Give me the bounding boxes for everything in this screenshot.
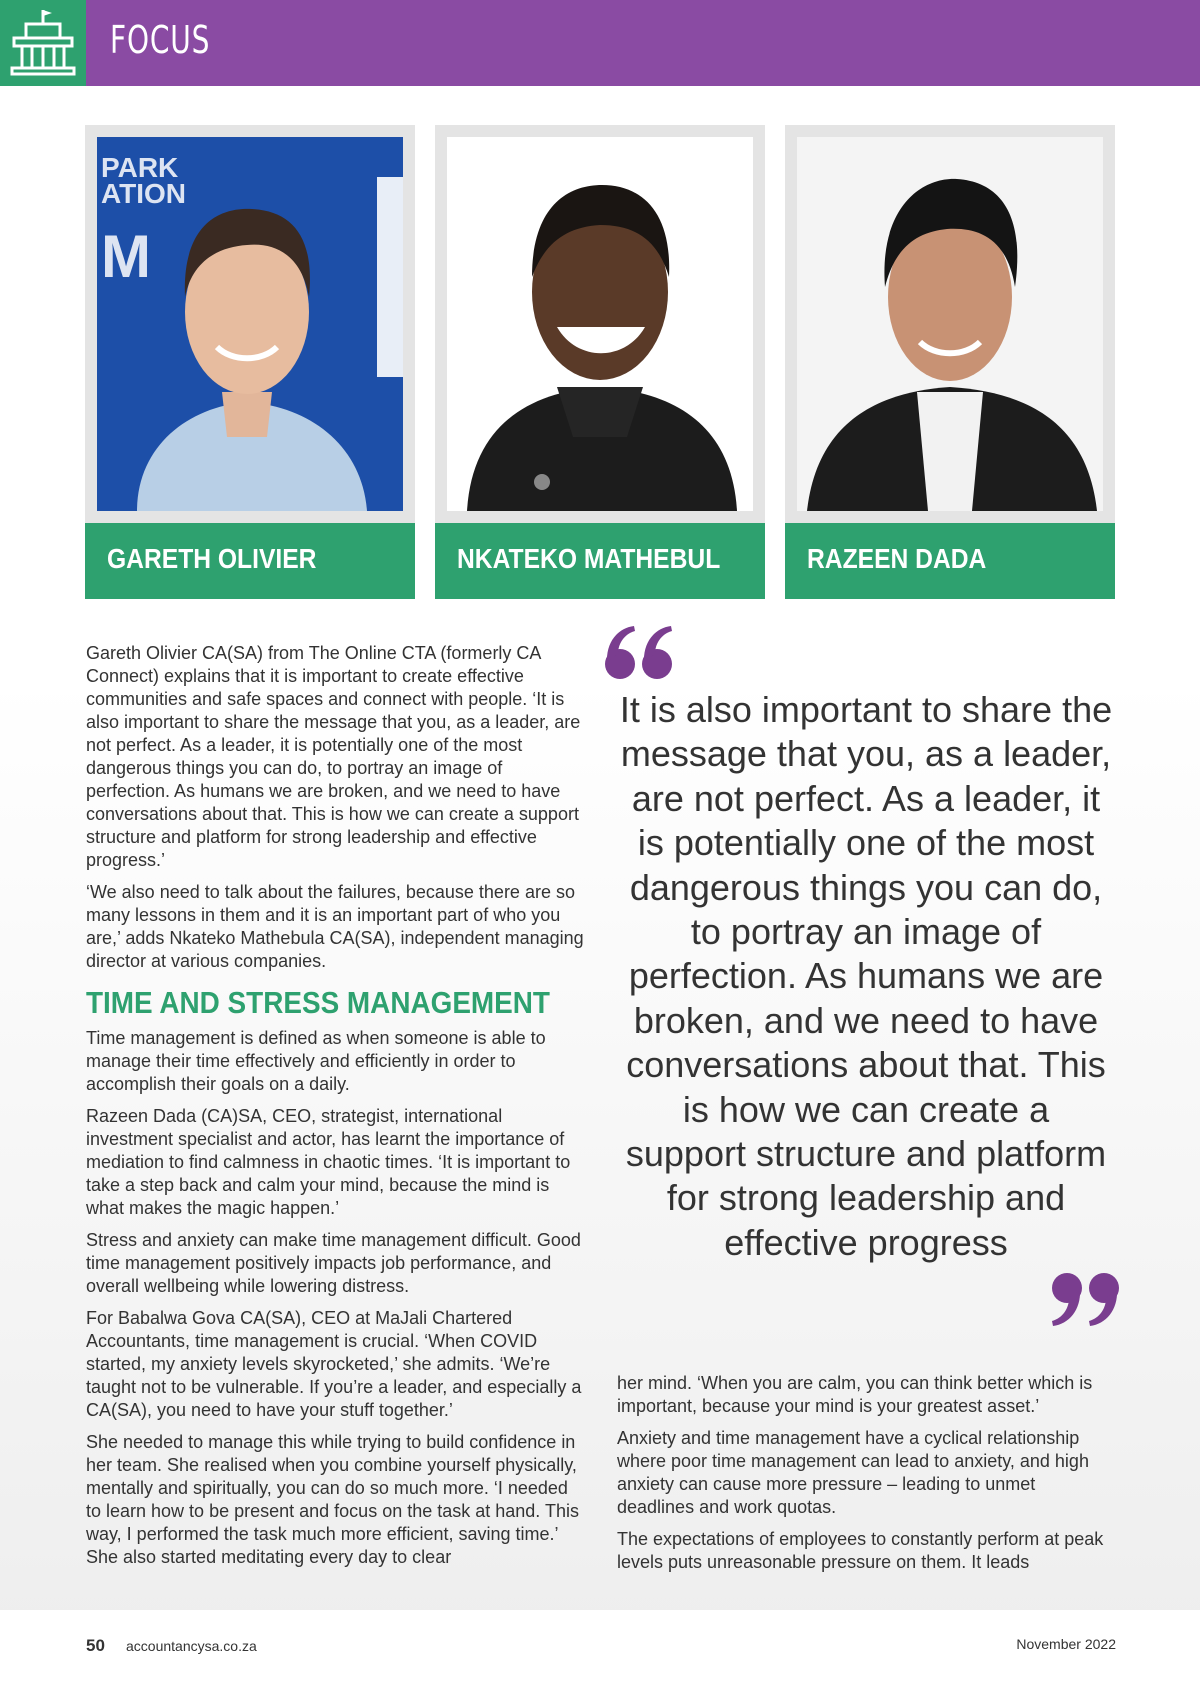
page-number: 50 bbox=[86, 1636, 105, 1655]
profile-card-razeen bbox=[785, 125, 1115, 599]
article-paragraph: Gareth Olivier CA(SA) from The Online CTA (formerly CA Connect) explains that it is important to create effective communities and safe spaces and connect with people. ‘It is also important to share the message that you, as a leader, are not perfect. As a leader, it is potentially one of the most dangerous things you can do, to portray an image of perfection. As humans we are broken, and we need to have conversations about that. This is how we can create a support structure and platform for strong leadership and effective progress.’ bbox=[86, 643, 581, 870]
article-paragraph: Stress and anxiety can make time management difficult. Good time management positively impacts job performance, and overall wellbeing while lowering distress. bbox=[86, 1230, 581, 1296]
issue-date: November 2022 bbox=[1016, 1636, 1116, 1652]
svg-text:PARK: PARK bbox=[101, 152, 179, 183]
name-plate bbox=[85, 523, 415, 599]
svg-text:M: M bbox=[101, 223, 151, 290]
portrait-photo bbox=[97, 137, 403, 511]
person-name: NKATEKO MATHEBUL bbox=[457, 543, 721, 574]
portrait-photo bbox=[797, 137, 1103, 511]
person-name: GARETH OLIVIER bbox=[107, 543, 317, 574]
page-footer bbox=[0, 1610, 1200, 1696]
article-column-left bbox=[86, 642, 586, 1578]
profile-card-nkateko bbox=[435, 125, 765, 599]
close-quote-icon bbox=[1048, 1270, 1120, 1328]
svg-text:ATION: ATION bbox=[101, 178, 187, 209]
article-paragraph: Time management is defined as when someone is able to manage their time effectively and efficiently in order to accomplish their goals on a daily. bbox=[86, 1028, 546, 1094]
article-paragraph: She needed to manage this while trying to build confidence in her team. She realised when you combine yourself physically, mentally and spiritually, you can do so much more. ‘I needed to learn how to be present and focus on the task at hand. This way, I performed the task much more efficient, saving time.’ She also started meditating every day to clear bbox=[86, 1432, 579, 1567]
article-paragraph: Anxiety and time management have a cyclical relationship where poor time management can lead to anxiety, and high anxiety can cause more pressure – leading to unmet deadlines and work quotas. bbox=[617, 1428, 1089, 1517]
portrait-photo bbox=[447, 137, 753, 511]
open-quote-icon bbox=[604, 624, 676, 682]
section-heading: TIME AND STRESS MANAGEMENT bbox=[86, 985, 550, 1020]
header-icon-box bbox=[0, 0, 86, 86]
section-title: FOCUS bbox=[110, 18, 211, 62]
article-paragraph: her mind. ‘When you are calm, you can think better which is important, because your mind is your greatest asset.’ bbox=[617, 1373, 1093, 1416]
name-plate bbox=[785, 523, 1115, 599]
website-link[interactable]: accountancysa.co.za bbox=[126, 1638, 257, 1654]
person-name: RAZEEN DADA bbox=[807, 543, 987, 574]
pull-quote: It is also important to share the message that you, as a leader, are not perfect. As a leader, it is potentially one of the most dangerous things you can do, to portray an image of perfection. As humans we are broken, and we need to have conversations about that. This is how we can create a support structure and platform for strong leadership and effective progress bbox=[619, 689, 1113, 1263]
article-paragraph: The expectations of employees to constantly perform at peak levels puts unreasonable pressure on them. It leads bbox=[617, 1529, 1104, 1572]
article-paragraph: Razeen Dada (CA)SA, CEO, strategist, international investment specialist and actor, has learnt the importance of mediation to find calmness in chaotic times. ‘It is important to take a step back and calm your mind, because the mind is what makes the magic happen.’ bbox=[86, 1106, 571, 1218]
building-icon bbox=[0, 0, 86, 86]
section-header-bar bbox=[0, 0, 1200, 86]
article-paragraph: ‘We also need to talk about the failures, because there are so many lessons in them and it is an important part of who you are,’ adds Nkateko Mathebula CA(SA), independent managing director at various companies. bbox=[86, 882, 584, 971]
article-column-right bbox=[617, 1372, 1117, 1583]
name-plate bbox=[435, 523, 765, 599]
profile-card-gareth bbox=[85, 125, 415, 599]
article-paragraph: For Babalwa Gova CA(SA), CEO at MaJali Chartered Accountants, time management is crucial. ‘When COVID started, my anxiety levels skyrocketed,’ she admits. ‘We’re taught not to be vulnerable. If you’re a leader, and especially a CA(SA), you need to have your stuff together.’ bbox=[86, 1308, 582, 1420]
